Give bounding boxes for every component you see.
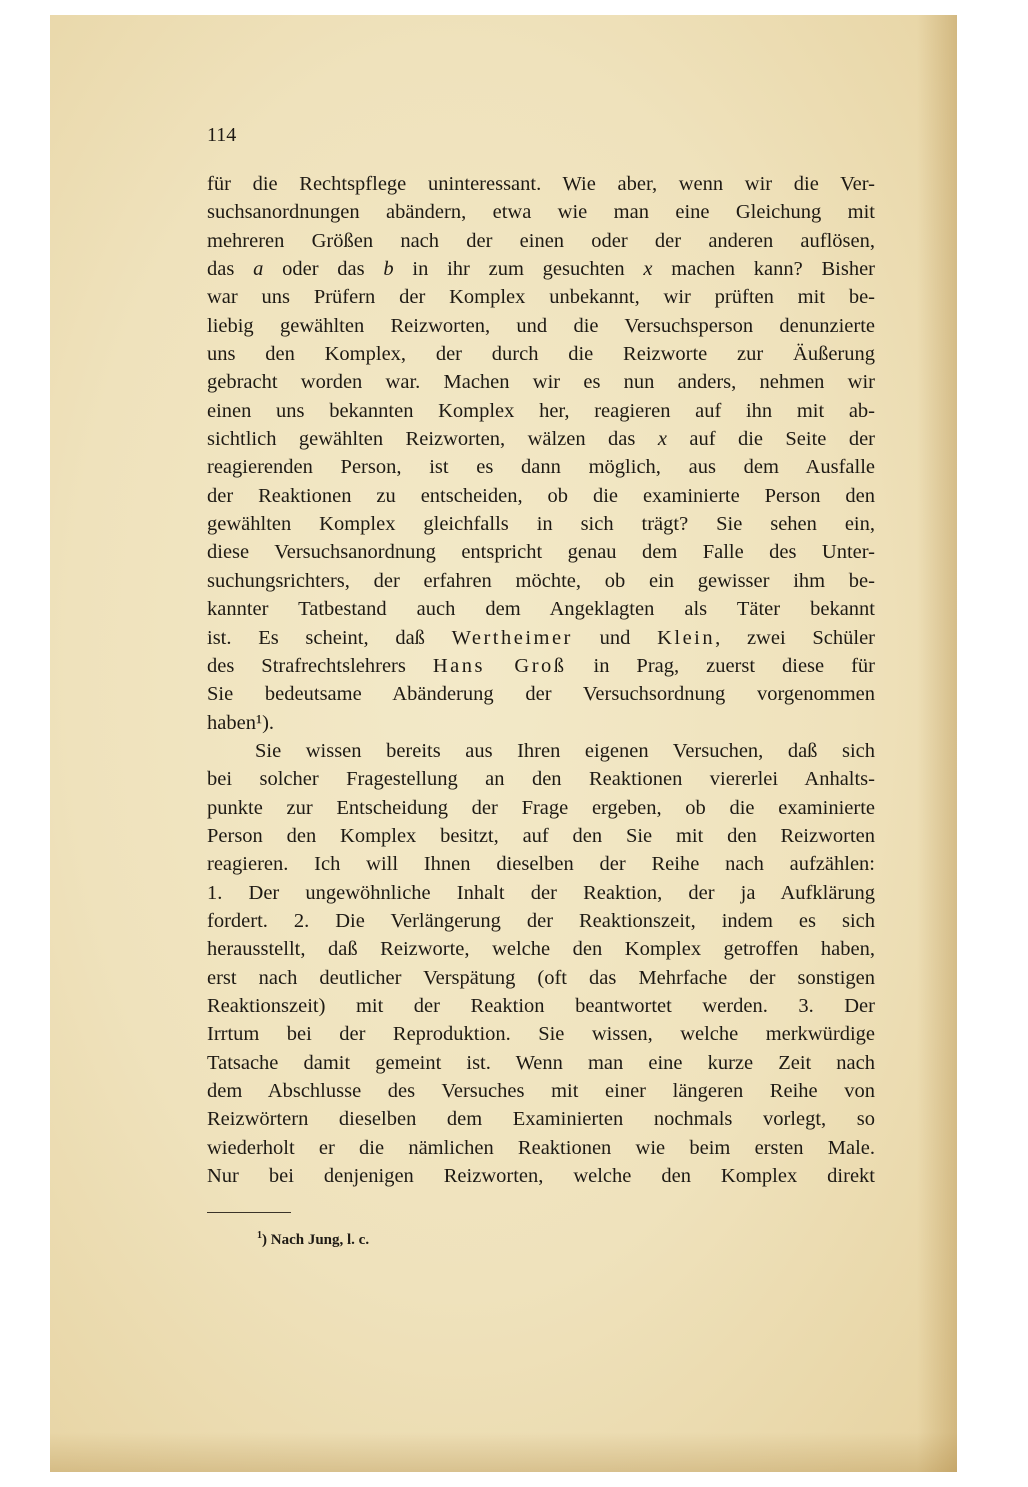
text-segment: Reaktionszeit) mit der Reaktion beantwortet werden. 3. Der [207, 994, 875, 1017]
text-segment: Nur bei denjenigen Reizworten, welche den Komplex direkt [207, 1165, 875, 1188]
text-segment: in ihr zum gesuchten [393, 258, 644, 281]
text-line [207, 680, 875, 708]
text-line [207, 255, 875, 283]
text-segment: punkte zur Entscheidung der Frage ergeben, ob die examinierte [207, 796, 875, 819]
text-segment: diese Versuchsanordnung entspricht genau dem Falle des Unter- [207, 541, 875, 564]
text-segment: Sie wissen bereits aus Ihren eigenen Versuchen, daß sich [255, 739, 875, 762]
text-segment: machen kann? Bisher [652, 258, 875, 281]
body-text [207, 170, 875, 1190]
footnote [257, 1230, 369, 1249]
footnote-marker: 1 [257, 1230, 262, 1241]
text-line [207, 538, 875, 566]
text-segment: 1. Der ungewöhnliche Inhalt der Reaktion, der ja Aufklärung [207, 881, 875, 904]
text-segment: einen uns bekannten Komplex her, reagieren auf ihn mit ab- [207, 399, 875, 422]
text-segment: war uns Prüfern der Komplex unbekannt, wir prüften mit be- [207, 286, 875, 309]
text-segment: Klein [657, 626, 716, 649]
text-segment: Sie bedeutsame Abänderung der Versuchsordnung vorgenommen [207, 683, 875, 706]
text-line [207, 1049, 875, 1077]
text-line [207, 624, 875, 652]
text-line [207, 595, 875, 623]
text-line [207, 567, 875, 595]
text-segment: suchsanordnungen abändern, etwa wie man eine Gleichung mit [207, 201, 875, 224]
text-line [207, 283, 875, 311]
text-line [207, 794, 875, 822]
text-line [207, 170, 875, 198]
text-segment: uns den Komplex, der durch die Reizworte zur Äußerung [207, 343, 875, 366]
text-segment: a [253, 258, 264, 281]
text-line [207, 737, 875, 765]
text-line [207, 1134, 875, 1162]
text-line [207, 1162, 875, 1190]
text-line [207, 312, 875, 340]
text-segment: dem Abschlusse des Versuches mit einer längeren Reihe von [207, 1080, 875, 1102]
text-segment: und [572, 626, 658, 649]
text-line [207, 879, 875, 907]
text-line [207, 850, 875, 878]
text-segment: reagierenden Person, ist es dann möglich, aus dem Ausfalle [207, 456, 875, 479]
text-segment: bei solcher Fragestellung an den Reaktionen viererlei Anhalts- [207, 768, 875, 791]
text-segment: Tatsache damit gemeint ist. Wenn man eine kurze Zeit nach [207, 1051, 875, 1074]
page-shadow-right [917, 15, 957, 1472]
text-segment: erst nach deutlicher Verspätung (oft das Mehrfache der sonstigen [207, 966, 875, 989]
text-line [207, 510, 875, 538]
text-segment: suchungsrichters, der erfahren möchte, ob ein gewisser ihm be- [207, 569, 875, 592]
text-line [207, 709, 875, 737]
text-segment: ist. Es scheint, daß [207, 626, 452, 649]
text-segment: herausstellt, daß Reizworte, welche den Komplex getroffen haben, [207, 938, 875, 961]
text-segment: des Strafrechtslehrers [207, 654, 433, 677]
text-segment: gebracht worden war. Machen wir es nun anders, nehmen wir [207, 371, 875, 394]
text-line [207, 1105, 875, 1133]
text-line [207, 482, 875, 510]
text-segment: das [207, 258, 254, 281]
text-segment: Person den Komplex besitzt, auf den Sie mit den Reizworten [207, 824, 875, 847]
page-shadow-bottom [50, 1432, 957, 1472]
text-line [207, 425, 875, 453]
text-line [207, 652, 875, 680]
text-segment: liebig gewählten Reizworten, und die Versuchsperson denunzierte [207, 314, 875, 337]
text-line [207, 964, 875, 992]
text-line [207, 907, 875, 935]
text-segment: der Reaktionen zu entscheiden, ob die examinierte Person den [207, 484, 875, 507]
text-line [207, 992, 875, 1020]
text-segment: fordert. 2. Die Verlängerung der Reaktionszeit, indem es sich [207, 909, 875, 932]
text-line [207, 340, 875, 368]
text-line [207, 935, 875, 963]
text-segment: haben¹). [207, 711, 275, 734]
text-segment: reagieren. Ich will Ihnen dieselben der Reihe nach aufzählen: [207, 853, 875, 876]
text-segment: b [383, 258, 394, 281]
footnote-rule [207, 1212, 291, 1213]
text-line [207, 368, 875, 396]
text-line [207, 397, 875, 425]
text-segment: x [643, 258, 653, 281]
text-line [207, 227, 875, 255]
text-segment: Irrtum bei der Reproduktion. Sie wissen, welche merkwürdige [207, 1023, 875, 1046]
text-line [207, 453, 875, 481]
footnote-text: ) Nach Jung, l. c. [262, 1232, 370, 1248]
text-line [207, 765, 875, 793]
text-segment: wiederholt er die nämlichen Reaktionen wie beim ersten Male. [207, 1136, 875, 1159]
text-line [207, 198, 875, 226]
text-segment: Hans Groß [432, 654, 567, 677]
page-number: 114 [207, 124, 237, 146]
text-segment: Wertheimer [451, 626, 573, 649]
text-segment: gewählten Komplex gleichfalls in sich trägt? Sie sehen ein, [207, 513, 875, 536]
text-segment: x [657, 428, 667, 451]
text-segment: , zwei Schüler [715, 626, 875, 649]
text-line [207, 1077, 875, 1105]
text-segment: kannter Tatbestand auch dem Angeklagten als Täter bekannt [207, 598, 875, 621]
text-segment: auf die Seite der [666, 428, 875, 451]
text-segment: mehreren Größen nach der einen oder der anderen auflösen, [207, 229, 875, 252]
text-segment: Reizwörtern dieselben dem Examinierten nochmals vorlegt, so [207, 1108, 875, 1131]
text-line [207, 822, 875, 850]
text-line [207, 1020, 875, 1048]
text-segment: oder das [263, 258, 384, 281]
text-segment: für die Rechtspflege uninteressant. Wie aber, wenn wir die Ver- [207, 173, 875, 195]
text-segment: in Prag, zuerst diese für [566, 654, 875, 677]
text-segment: sichtlich gewählten Reizworten, wälzen das [207, 428, 658, 451]
